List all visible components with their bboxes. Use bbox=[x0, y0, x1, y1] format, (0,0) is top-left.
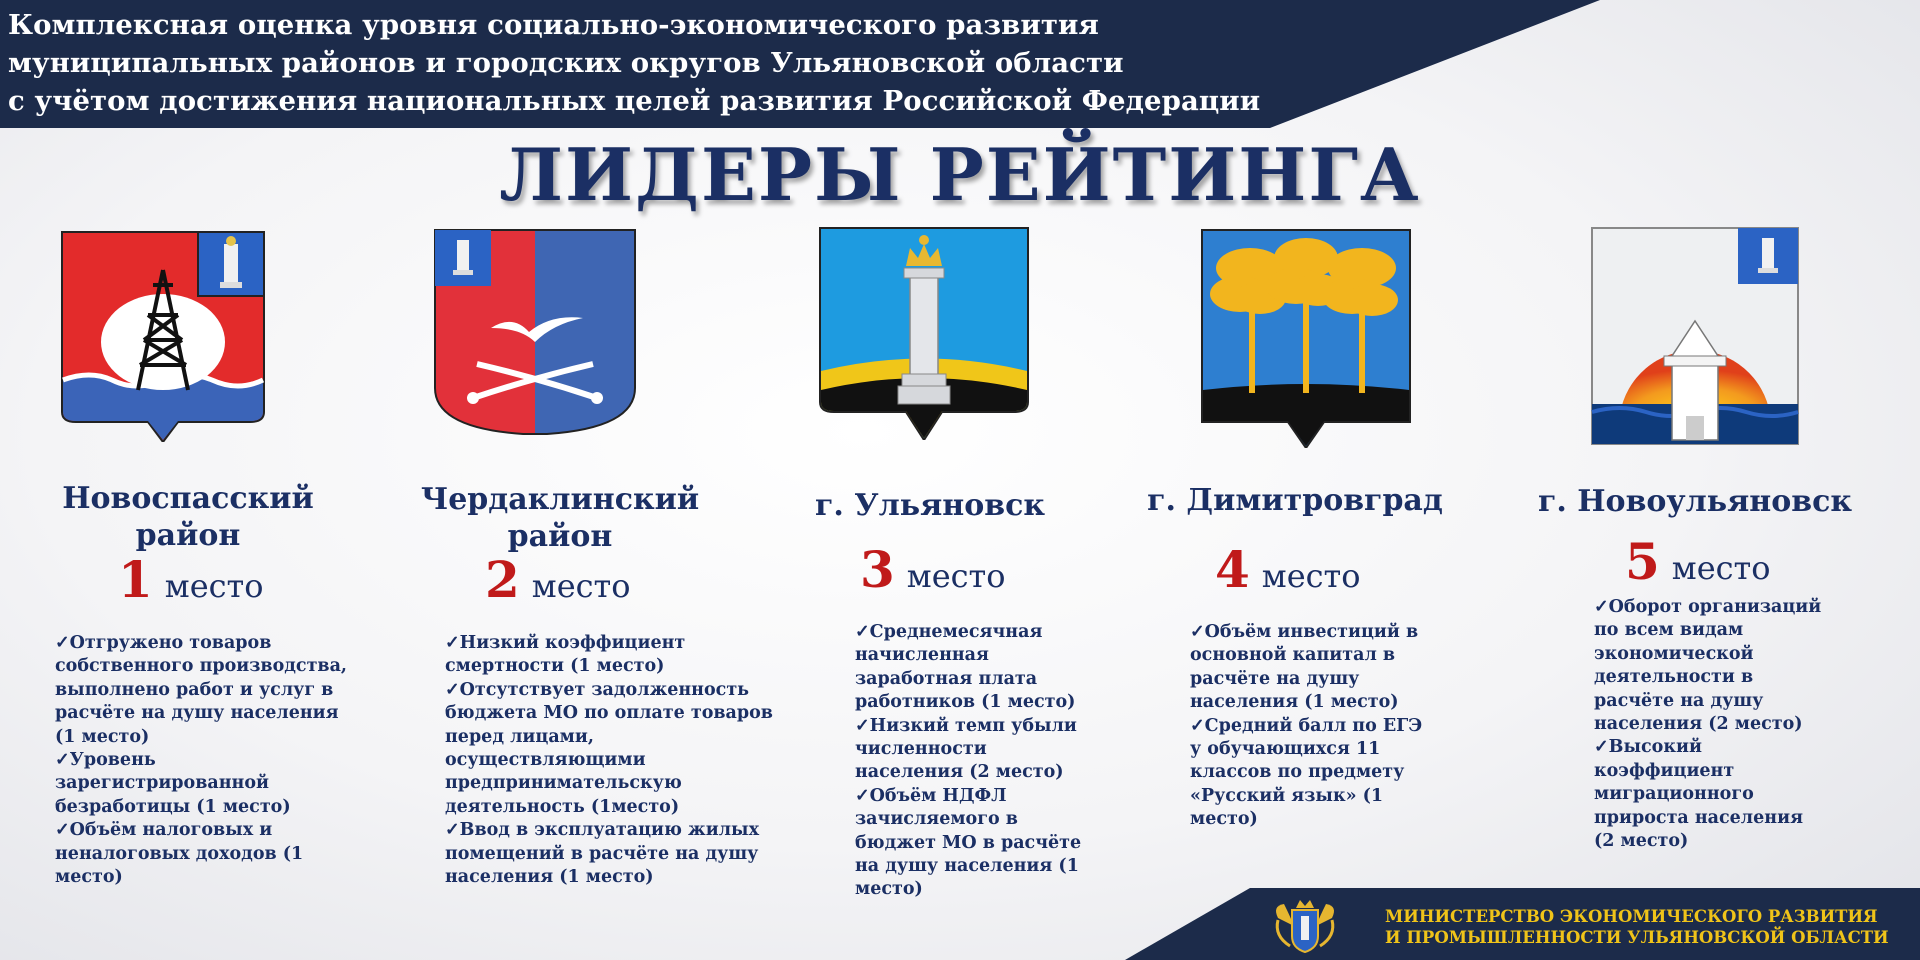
header-line: муниципальных районов и городских округов Ульяновской области bbox=[8, 47, 1124, 79]
leader-1-bullets bbox=[55, 632, 355, 889]
crowned-column-coat-of-arms-icon bbox=[818, 226, 1030, 440]
leader-5-place bbox=[1625, 532, 1771, 591]
leader-name-line: район bbox=[135, 518, 241, 553]
oil-derrick-coat-of-arms-icon bbox=[60, 230, 266, 442]
bullet-item: ✓Отсутствует задолженность бюджета МО по оплате товаров перед лицами, осуществляющими предпринимательскую деятельность (1место) bbox=[445, 679, 773, 817]
leader-4-place bbox=[1215, 540, 1361, 599]
leader-5-bullets bbox=[1594, 596, 1824, 853]
bullet-item: ✓Низкий коэффициент смертности (1 место) bbox=[445, 633, 686, 677]
place-number: 4 bbox=[1215, 540, 1250, 599]
bullet-item: ✓Средний балл по ЕГЭ у обучающихся 11 классов по предмету «Русский язык» (1 место) bbox=[1190, 715, 1423, 830]
header-line: Комплексная оценка уровня социально-экономического развития bbox=[8, 9, 1099, 41]
pine-trees-coat-of-arms-icon bbox=[1200, 228, 1412, 448]
leader-name-line: Новоспасский bbox=[62, 481, 314, 516]
ministry-line: И ПРОМЫШЛЕННОСТИ УЛЬЯНОВСКОЙ ОБЛАСТИ bbox=[1385, 928, 1889, 947]
bullet-item: ✓Уровень зарегистрированной безработицы (1 место) bbox=[55, 750, 291, 817]
leader-name-line: г. Ульяновск bbox=[814, 488, 1046, 523]
bullet-item: ✓Ввод в эксплуатацию жилых помещений в расчёте на душу населения (1 место) bbox=[445, 820, 760, 888]
tower-sunrise-coat-of-arms-icon bbox=[1590, 226, 1800, 446]
bullet-item: ✓Объём налоговых и неналоговых доходов (1 место) bbox=[55, 820, 304, 888]
leader-3-place bbox=[860, 540, 1006, 599]
leader-3-bullets bbox=[855, 621, 1095, 902]
place-word: место bbox=[531, 567, 631, 605]
place-number: 5 bbox=[1625, 532, 1660, 591]
header-line: с учётом достижения национальных целей развития Российской Федерации bbox=[8, 85, 1261, 117]
ministry-line: МИНИСТЕРСТВО ЭКОНОМИЧЕСКОГО РАЗВИТИЯ bbox=[1385, 907, 1878, 926]
place-word: место bbox=[1261, 557, 1361, 595]
leader-1-name bbox=[38, 480, 338, 554]
place-number: 2 bbox=[485, 550, 520, 609]
seagull-sabres-coat-of-arms-icon bbox=[433, 228, 637, 436]
leader-5-name bbox=[1520, 483, 1870, 520]
bullet-item: ✓Высокий коэффициент миграционного прироста населения (2 место) bbox=[1594, 737, 1803, 852]
leader-2-bullets bbox=[445, 632, 775, 889]
ministry-name bbox=[1385, 906, 1889, 948]
main-title: ЛИДЕРЫ РЕЙТИНГА bbox=[499, 132, 1421, 217]
bullet-item: ✓Низкий темп убыли численности населения (2 место) bbox=[855, 715, 1077, 783]
bullet-item: ✓Среднемесячная начисленная заработная плата работников (1 место) bbox=[855, 622, 1076, 713]
bullet-item: ✓Объём инвестиций в основной капитал в расчёте на душу населения (1 место) bbox=[1190, 622, 1419, 713]
place-word: место bbox=[164, 567, 264, 605]
bullet-item: ✓Оборот организаций по всем видам экономической деятельности в расчёте на душу населения (2 место) bbox=[1594, 597, 1822, 735]
place-number: 3 bbox=[860, 540, 895, 599]
leader-4-bullets bbox=[1190, 621, 1430, 832]
leader-2-name bbox=[400, 481, 720, 555]
leader-name-line: район bbox=[507, 519, 613, 554]
bullet-item: ✓Объём НДФЛ зачисляемого в бюджет МО в расчёте на душу населения (1 место) bbox=[855, 785, 1082, 900]
place-word: место bbox=[906, 557, 1006, 595]
leader-name-line: г. Новоульяновск bbox=[1537, 484, 1853, 519]
bullet-item: ✓Отгружено товаров собственного производства, выполнено работ и услуг в расчёте на душу населения (1 место) bbox=[55, 633, 348, 747]
leader-name-line: Чердаклинский bbox=[420, 482, 700, 517]
leader-2-place bbox=[485, 550, 631, 609]
place-number: 1 bbox=[118, 550, 153, 609]
header-title bbox=[8, 6, 1260, 120]
leader-name-line: г. Димитровград bbox=[1147, 483, 1443, 518]
place-word: место bbox=[1671, 549, 1771, 587]
leader-3-name bbox=[780, 487, 1080, 524]
ulyanovsk-region-emblem-icon bbox=[1270, 896, 1340, 956]
leader-4-name bbox=[1130, 482, 1460, 519]
leader-1-place bbox=[118, 550, 264, 609]
